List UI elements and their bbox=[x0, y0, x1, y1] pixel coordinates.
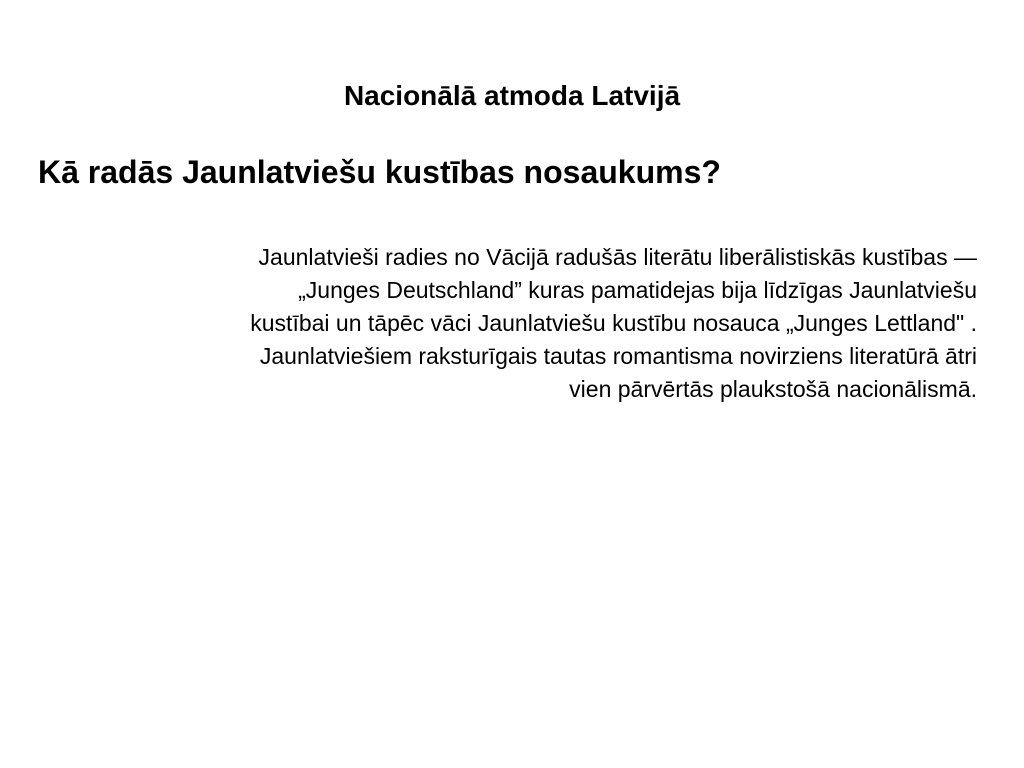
slide-title: Nacionālā atmoda Latvijā bbox=[343, 80, 681, 111]
body-line: vien pārvērtās plaukstošā nacionālismā. bbox=[569, 376, 977, 402]
slide-body-paragraph bbox=[60, 241, 977, 406]
slide-question-heading: Kā radās Jaunlatviešu kustības nosaukums? bbox=[38, 154, 721, 190]
body-line: kustībai un tāpēc vāci Jaunlatviešu kustību nosauca „Junges Lettland" . bbox=[250, 310, 977, 336]
body-line: Jaunlatvieši radies no Vācijā radušās literātu liberālistiskās kustības — bbox=[258, 244, 977, 270]
body-line: „Junges Deutschland” kuras pamatidejas bija līdzīgas Jaunlatviešu bbox=[298, 277, 977, 303]
body-line: Jaunlatviešiem raksturīgais tautas romantisma novirziens literatūrā ātri bbox=[259, 343, 977, 369]
